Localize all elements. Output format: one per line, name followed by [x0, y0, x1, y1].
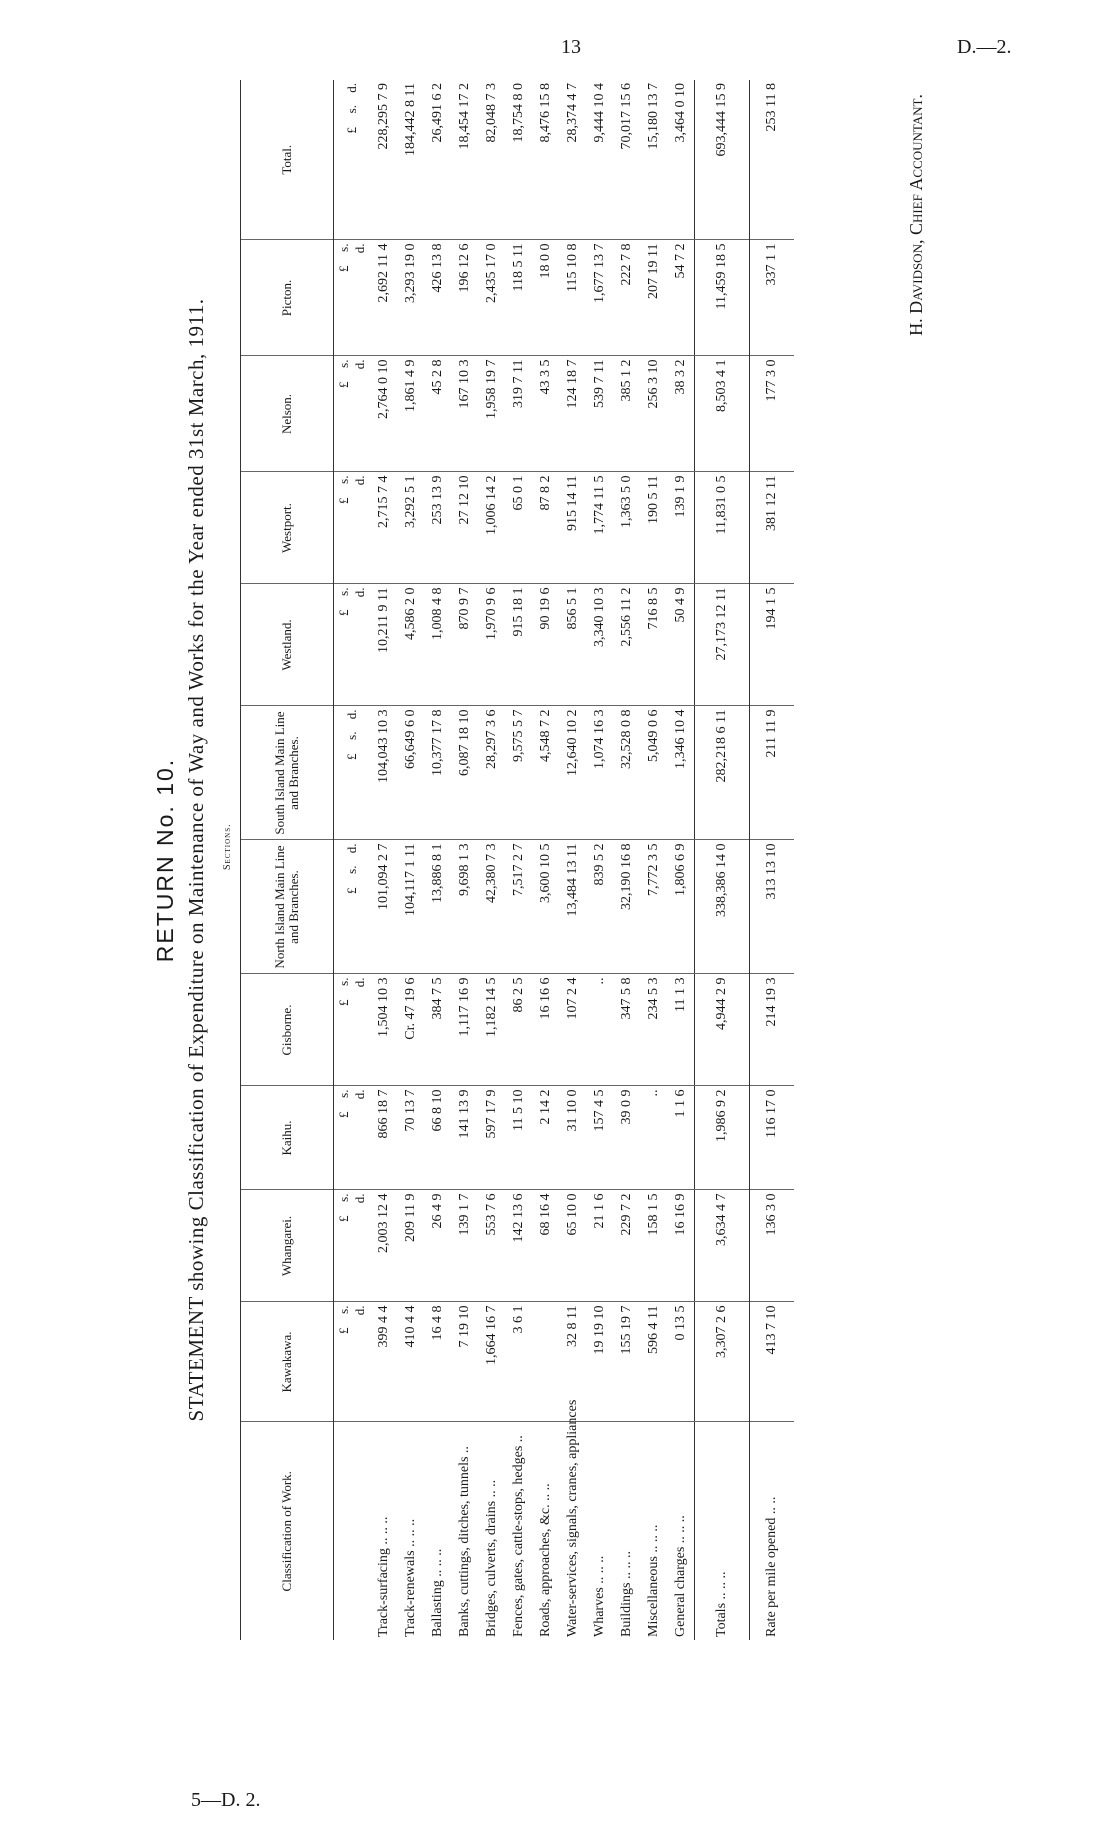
value-cell: 68 16 4: [532, 1190, 559, 1302]
value-cell: 399 4 4: [370, 1302, 397, 1422]
unit-symbol: d.: [352, 1305, 367, 1316]
value-cell: 70,017 15 6: [613, 80, 640, 240]
value-cell: 319 7 11: [505, 356, 532, 472]
value-cell: 39 0 9: [613, 1086, 640, 1190]
value-cell: 15,180 13 7: [640, 80, 667, 240]
value-cell: 866 18 7: [370, 1086, 397, 1190]
value-cell: 1,664 16 7: [478, 1302, 505, 1422]
value-cell: 413 7 10: [750, 1302, 795, 1422]
value-cell: 27,173 12 11: [695, 584, 750, 706]
value-cell: 4,944 2 9: [695, 974, 750, 1086]
table-row: [424, 80, 451, 1640]
rotated-return-table: [152, 80, 942, 1640]
value-cell: 1,006 14 2: [478, 472, 505, 584]
value-cell: 282,218 6 11: [695, 706, 750, 840]
footer-reference: 5—D. 2.: [191, 1789, 261, 1811]
value-cell: 234 5 3: [640, 974, 667, 1086]
row-label: Wharves .. .. ..: [591, 1555, 607, 1637]
units-cell: [334, 356, 371, 472]
value-cell: 43 3 5: [532, 356, 559, 472]
row-label: Bridges, culverts, drains .. ..: [483, 1479, 499, 1637]
row-label: Fences, gates, cattle-stops, hedges ..: [510, 1435, 526, 1637]
table-row: [559, 80, 586, 1640]
unit-symbol: d.: [352, 977, 367, 988]
value-cell: 11 5 10: [505, 1086, 532, 1190]
sections-label: Sections.: [222, 823, 233, 870]
table-row: [695, 80, 750, 1640]
value-cell: 104,043 10 3: [370, 706, 397, 840]
units-row: [334, 80, 371, 1640]
value-cell: 16 4 8: [424, 1302, 451, 1422]
value-cell: 139 1 7: [451, 1190, 478, 1302]
row-label: General charges .. .. ..: [672, 1515, 688, 1637]
value-cell: 253 13 9: [424, 472, 451, 584]
value-cell: 42,380 7 3: [478, 840, 505, 974]
value-cell: 87 8 2: [532, 472, 559, 584]
value-cell: 50 4 9: [667, 584, 695, 706]
value-cell: 82,048 7 3: [478, 80, 505, 240]
unit-symbol: d.: [344, 843, 359, 854]
unit-symbol: d.: [352, 243, 367, 254]
unit-symbol: s.: [336, 1305, 351, 1314]
units-cell: [334, 1190, 371, 1302]
unit-symbol: s.: [336, 475, 351, 484]
value-cell: 3,292 5 1: [397, 472, 424, 584]
value-cell: 596 4 11: [640, 1302, 667, 1422]
row-label: Track-renewals .. .. ..: [402, 1518, 418, 1637]
value-cell: 10,211 9 11: [370, 584, 397, 706]
value-cell: 1,806 6 9: [667, 840, 695, 974]
value-cell: 9,575 5 7: [505, 706, 532, 840]
value-cell: ..: [640, 1086, 667, 1190]
column-header: Kaihu.: [241, 1086, 334, 1190]
value-cell: 856 5 1: [559, 584, 586, 706]
value-cell: 11 1 3: [667, 974, 695, 1086]
value-cell: 1,117 16 9: [451, 974, 478, 1086]
value-cell: 27 12 10: [451, 472, 478, 584]
value-cell: 385 1 2: [613, 356, 640, 472]
value-cell: ..: [586, 974, 613, 1086]
value-cell: 597 17 9: [478, 1086, 505, 1190]
value-cell: 157 4 5: [586, 1086, 613, 1190]
value-cell: 426 13 8: [424, 240, 451, 356]
value-cell: 1,074 16 3: [586, 706, 613, 840]
table-row: [613, 80, 640, 1640]
unit-symbol: s.: [336, 243, 351, 252]
value-cell: 116 17 0: [750, 1086, 795, 1190]
value-cell: 381 12 11: [750, 472, 795, 584]
value-cell: 3,293 19 0: [397, 240, 424, 356]
value-cell: 177 3 0: [750, 356, 795, 472]
table-row: [478, 80, 505, 1640]
unit-symbol: £: [336, 265, 351, 272]
unit-symbol: £: [344, 127, 359, 134]
unit-symbol: s.: [336, 1193, 351, 1202]
unit-symbol: £: [336, 1215, 351, 1222]
value-cell: 1,774 11 5: [586, 472, 613, 584]
row-label: Roads, approaches, &c. .. ..: [537, 1483, 553, 1637]
value-cell: 716 8 5: [640, 584, 667, 706]
expenditure-table: [240, 80, 794, 1640]
value-cell: 26,491 6 2: [424, 80, 451, 240]
unit-symbol: d.: [352, 359, 367, 370]
value-cell: 214 19 3: [750, 974, 795, 1086]
value-cell: 3,307 2 6: [695, 1302, 750, 1422]
value-cell: 1,346 10 4: [667, 706, 695, 840]
value-cell: 16 16 9: [667, 1190, 695, 1302]
value-cell: 86 2 5: [505, 974, 532, 1086]
value-cell: 196 12 6: [451, 240, 478, 356]
header-row: [241, 80, 334, 1640]
value-cell: 228,295 7 9: [370, 80, 397, 240]
value-cell: 384 7 5: [424, 974, 451, 1086]
value-cell: 209 11 9: [397, 1190, 424, 1302]
unit-symbol: s.: [336, 359, 351, 368]
value-cell: 155 19 7: [613, 1302, 640, 1422]
table-row: [505, 80, 532, 1640]
value-cell: 7,772 3 5: [640, 840, 667, 974]
value-cell: 8,503 4 1: [695, 356, 750, 472]
value-cell: 3,340 10 3: [586, 584, 613, 706]
value-cell: 4,586 2 0: [397, 584, 424, 706]
value-cell: 1,677 13 7: [586, 240, 613, 356]
value-cell: 118 5 11: [505, 240, 532, 356]
value-cell: 2,435 17 0: [478, 240, 505, 356]
row-label: Ballasting .. .. ..: [429, 1548, 445, 1637]
value-cell: 28,297 3 6: [478, 706, 505, 840]
value-cell: 28,374 4 7: [559, 80, 586, 240]
value-cell: 124 18 7: [559, 356, 586, 472]
value-cell: 142 13 6: [505, 1190, 532, 1302]
value-cell: 1,504 10 3: [370, 974, 397, 1086]
statement-text: STATEMENT showing Classification of Expenditure on Maintenance of Way and Works for the Year ended 31st March, 1911.: [184, 298, 208, 1422]
value-cell: 313 13 10: [750, 840, 795, 974]
units-cell: [334, 80, 371, 240]
unit-symbol: £: [336, 999, 351, 1006]
value-cell: 915 18 1: [505, 584, 532, 706]
unit-symbol: d.: [352, 587, 367, 598]
value-cell: 553 7 6: [478, 1190, 505, 1302]
value-cell: 107 2 4: [559, 974, 586, 1086]
value-cell: 18 0 0: [532, 240, 559, 356]
row-label: Buildings .. .. ..: [618, 1551, 634, 1637]
value-cell: 10,377 17 8: [424, 706, 451, 840]
value-cell: 16 16 6: [532, 974, 559, 1086]
units-cell: [334, 840, 371, 974]
value-cell: 66 8 10: [424, 1086, 451, 1190]
value-cell: 1 1 6: [667, 1086, 695, 1190]
value-cell: 1,986 9 2: [695, 1086, 750, 1190]
unit-symbol: £: [336, 381, 351, 388]
column-header: South Island Main Line and Branches.: [241, 706, 334, 840]
unit-symbol: s.: [344, 731, 359, 740]
table-row: [667, 80, 695, 1640]
column-header: Westland.: [241, 584, 334, 706]
value-cell: 18,454 17 2: [451, 80, 478, 240]
value-cell: 229 7 2: [613, 1190, 640, 1302]
value-cell: Cr. 47 19 6: [397, 974, 424, 1086]
value-cell: 0 13 5: [667, 1302, 695, 1422]
value-cell: 38 3 2: [667, 356, 695, 472]
units-cell: [334, 584, 371, 706]
value-cell: 2,764 0 10: [370, 356, 397, 472]
value-cell: 139 1 9: [667, 472, 695, 584]
value-cell: 222 7 8: [613, 240, 640, 356]
column-header: Westport.: [241, 472, 334, 584]
value-cell: 65 10 0: [559, 1190, 586, 1302]
units-cell: [334, 1086, 371, 1190]
value-cell: 18,754 8 0: [505, 80, 532, 240]
value-cell: 45 2 8: [424, 356, 451, 472]
value-cell: 1,861 4 9: [397, 356, 424, 472]
value-cell: 3,600 10 5: [532, 840, 559, 974]
statement-title: [184, 80, 209, 1640]
value-cell: [532, 1302, 559, 1422]
value-cell: 3 6 1: [505, 1302, 532, 1422]
page-reference: D.—2.: [957, 36, 1012, 58]
value-cell: 190 5 11: [640, 472, 667, 584]
value-cell: 347 5 8: [613, 974, 640, 1086]
unit-symbol: £: [336, 1327, 351, 1334]
row-label: Rate per mile opened .. ..: [764, 1496, 779, 1637]
value-cell: 21 1 6: [586, 1190, 613, 1302]
value-cell: 337 1 1: [750, 240, 795, 356]
table-row: [750, 80, 795, 1640]
unit-symbol: s.: [336, 977, 351, 986]
value-cell: 13,886 8 1: [424, 840, 451, 974]
value-cell: 32 8 11: [559, 1302, 586, 1422]
row-label: Water-services, signals, cranes, appliances: [564, 1399, 580, 1637]
value-cell: 7 19 10: [451, 1302, 478, 1422]
unit-symbol: s.: [336, 587, 351, 596]
row-label: Banks, cuttings, ditches, tunnels ..: [456, 1446, 472, 1637]
unit-symbol: d.: [352, 1193, 367, 1204]
signature-text: H. Davidson, Chief Accountant.: [906, 94, 926, 336]
value-cell: 8,476 15 8: [532, 80, 559, 240]
value-cell: 54 7 2: [667, 240, 695, 356]
unit-symbol: d.: [352, 475, 367, 486]
value-cell: 839 5 2: [586, 840, 613, 974]
value-cell: 12,640 10 2: [559, 706, 586, 840]
unit-symbol: s.: [344, 105, 359, 114]
table-row: [586, 80, 613, 1640]
value-cell: 2,003 12 4: [370, 1190, 397, 1302]
value-cell: 66,649 6 0: [397, 706, 424, 840]
value-cell: 1,182 14 5: [478, 974, 505, 1086]
row-label: Track-surfacing .. .. ..: [375, 1516, 391, 1637]
value-cell: 5,049 0 6: [640, 706, 667, 840]
value-cell: 6,087 18 10: [451, 706, 478, 840]
value-cell: 31 10 0: [559, 1086, 586, 1190]
value-cell: 693,444 15 9: [695, 80, 750, 240]
value-cell: 1,363 5 0: [613, 472, 640, 584]
value-cell: 115 10 8: [559, 240, 586, 356]
value-cell: 870 9 7: [451, 584, 478, 706]
value-cell: 3,464 0 10: [667, 80, 695, 240]
units-cell: [334, 472, 371, 584]
column-header: North Island Main Line and Branches.: [241, 840, 334, 974]
value-cell: 65 0 1: [505, 472, 532, 584]
value-cell: 101,094 2 7: [370, 840, 397, 974]
value-cell: 13,484 13 11: [559, 840, 586, 974]
units-blank: [334, 1422, 371, 1640]
units-cell: [334, 706, 371, 840]
value-cell: 4,548 7 2: [532, 706, 559, 840]
column-header: Whangarei.: [241, 1190, 334, 1302]
value-cell: 19 19 10: [586, 1302, 613, 1422]
value-cell: 3,634 4 7: [695, 1190, 750, 1302]
value-cell: 1,970 9 6: [478, 584, 505, 706]
value-cell: 141 13 9: [451, 1086, 478, 1190]
units-cell: [334, 974, 371, 1086]
value-cell: 207 19 11: [640, 240, 667, 356]
value-cell: 1,008 4 8: [424, 584, 451, 706]
value-cell: 32,528 0 8: [613, 706, 640, 840]
value-cell: 2,715 7 4: [370, 472, 397, 584]
value-cell: 253 11 8: [750, 80, 795, 240]
value-cell: 158 1 5: [640, 1190, 667, 1302]
value-cell: 11,831 0 5: [695, 472, 750, 584]
unit-symbol: £: [336, 609, 351, 616]
value-cell: 256 3 10: [640, 356, 667, 472]
unit-symbol: d.: [344, 709, 359, 720]
signature: [906, 94, 927, 336]
column-header: Picton.: [241, 240, 334, 356]
value-cell: 32,190 16 8: [613, 840, 640, 974]
table-row: [640, 80, 667, 1640]
table-row: [397, 80, 424, 1640]
value-cell: 104,117 1 11: [397, 840, 424, 974]
column-header: Nelson.: [241, 356, 334, 472]
return-title: RETURN No. 10.: [152, 757, 178, 963]
value-cell: 167 10 3: [451, 356, 478, 472]
value-cell: 184,442 8 11: [397, 80, 424, 240]
value-cell: 7,517 2 7: [505, 840, 532, 974]
value-cell: 211 11 9: [750, 706, 795, 840]
unit-symbol: s.: [336, 1089, 351, 1098]
value-cell: 338,386 14 0: [695, 840, 750, 974]
value-cell: 2 14 2: [532, 1086, 559, 1190]
page-number: 13: [561, 36, 581, 58]
value-cell: 11,459 18 5: [695, 240, 750, 356]
row-label: Totals .. .. ..: [695, 1422, 750, 1640]
value-cell: 70 13 7: [397, 1086, 424, 1190]
units-cell: [334, 1302, 371, 1422]
unit-symbol: £: [344, 753, 359, 760]
value-cell: 2,556 11 2: [613, 584, 640, 706]
classification-header: Classification of Work.: [241, 1422, 334, 1640]
unit-symbol: s.: [344, 865, 359, 874]
table-row: [532, 80, 559, 1640]
value-cell: 90 19 6: [532, 584, 559, 706]
column-header: Kawakawa.: [241, 1302, 334, 1422]
table-row: [451, 80, 478, 1640]
column-header: Gisborne.: [241, 974, 334, 1086]
row-label: Miscellaneous .. .. ..: [645, 1524, 661, 1637]
value-cell: 9,698 1 3: [451, 840, 478, 974]
value-cell: 2,692 11 4: [370, 240, 397, 356]
unit-symbol: £: [336, 1111, 351, 1118]
value-cell: 539 7 11: [586, 356, 613, 472]
value-cell: 194 1 5: [750, 584, 795, 706]
table-row: [370, 80, 397, 1640]
value-cell: 26 4 9: [424, 1190, 451, 1302]
value-cell: 915 14 11: [559, 472, 586, 584]
unit-symbol: d.: [344, 83, 359, 93]
column-header: Total.: [241, 80, 334, 240]
value-cell: 1,958 19 7: [478, 356, 505, 472]
units-cell: [334, 240, 371, 356]
value-cell: 410 4 4: [397, 1302, 424, 1422]
unit-symbol: £: [336, 497, 351, 504]
unit-symbol: £: [344, 887, 359, 894]
unit-symbol: d.: [352, 1089, 367, 1100]
value-cell: 9,444 10 4: [586, 80, 613, 240]
table-body: [370, 80, 794, 1640]
value-cell: 136 3 0: [750, 1190, 795, 1302]
